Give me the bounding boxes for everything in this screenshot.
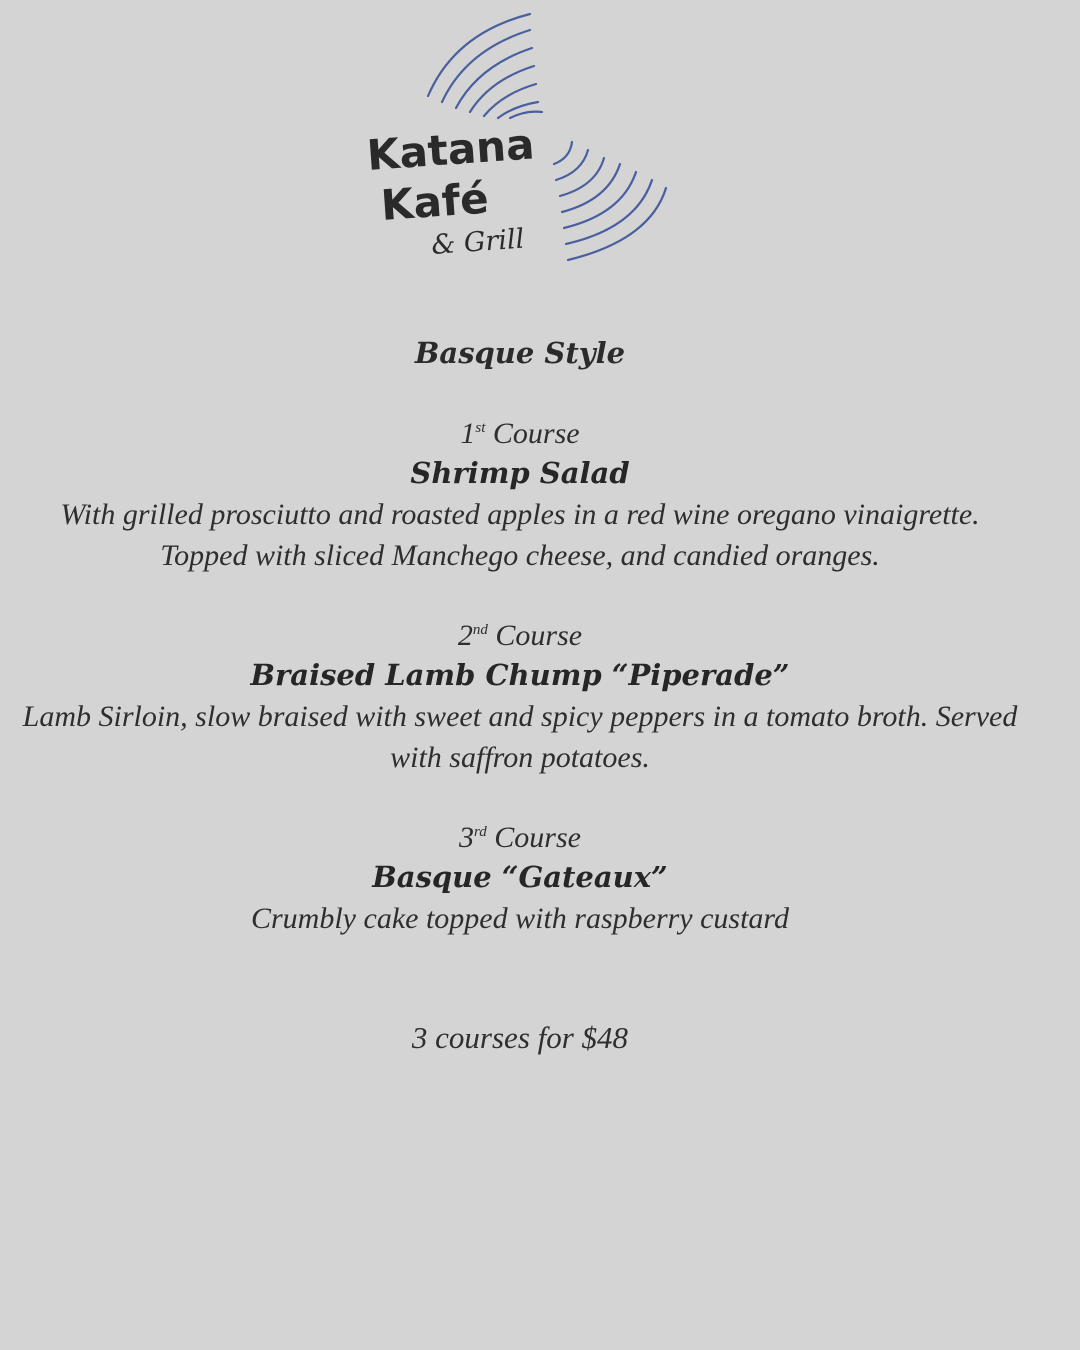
course-ordinal: st [475, 420, 486, 436]
logo-line1: Katana [365, 119, 536, 180]
course-label [0, 416, 1040, 452]
description-line: With grilled prosciutto and roasted apples in a red wine oregano vinaigrette. [60, 498, 980, 531]
course-number: 3 [459, 821, 475, 854]
course-label [0, 618, 1040, 654]
course-1 [0, 416, 1040, 576]
description-line: Crumbly cake topped with raspberry custard [251, 902, 789, 935]
logo-line3: & Grill [430, 223, 526, 261]
course-ordinal: rd [474, 824, 487, 840]
course-ordinal: nd [472, 622, 488, 638]
course-name: Shrimp Salad [410, 456, 630, 490]
course-number: 1 [460, 417, 476, 450]
course-description [0, 898, 1040, 939]
logo-line2: Kafé [379, 173, 491, 230]
course-name: Braised Lamb Chump “Piperade” [250, 658, 790, 692]
price: 3 courses for $48 [411, 1020, 629, 1055]
description-line: with saffron potatoes. [390, 741, 650, 774]
logo [360, 8, 680, 278]
course-word: Course [494, 821, 581, 854]
description-line: Topped with sliced Manchego cheese, and candied oranges. [160, 539, 880, 572]
logo-graphic [360, 8, 680, 278]
course-description [0, 494, 1040, 576]
course-2 [0, 618, 1040, 778]
course-3 [0, 820, 1040, 939]
course-word: Course [495, 619, 583, 652]
course-name: Basque “Gateaux” [372, 860, 668, 894]
menu-title: Basque Style [414, 336, 626, 370]
course-description [0, 696, 1040, 778]
description-line: Lamb Sirloin, slow braised with sweet and spicy peppers in a tomato broth. Served [22, 700, 1018, 733]
course-number: 2 [457, 619, 473, 652]
course-label [0, 820, 1040, 856]
course-word: Course [492, 417, 580, 450]
